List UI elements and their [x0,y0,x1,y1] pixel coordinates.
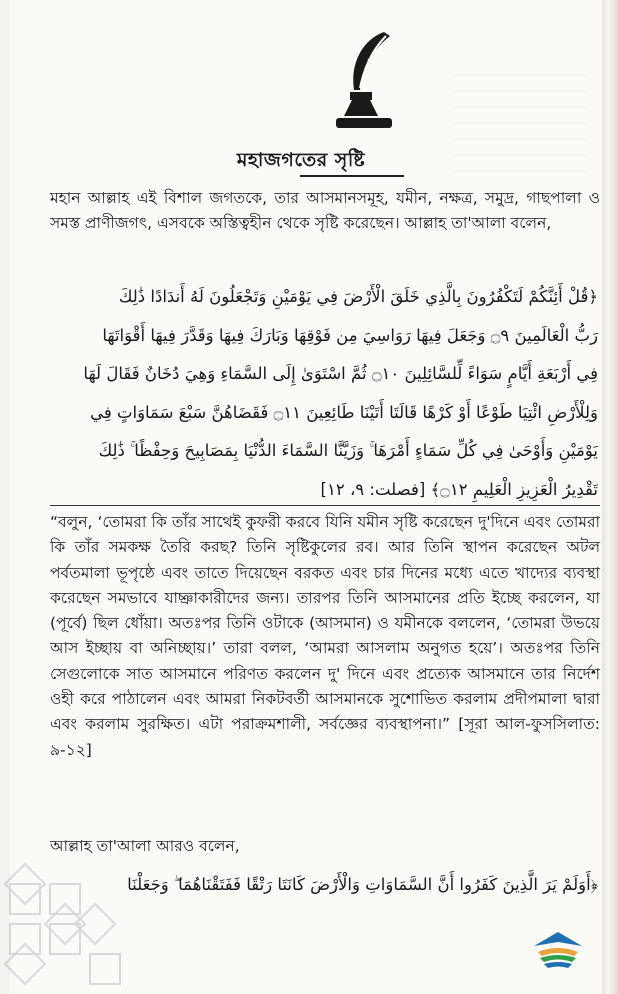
quran-line: ﴿قُلْ أَئِنَّكُمْ لَتَكْفُرُونَ بِالَّذِي خَلَقَ الْأَرْضَ فِي يَوْمَيْنِ وَتَجْعَلُونَ لَهُ أَندَادًا ذَٰلِكَ [118,287,598,306]
quran-passage-2 [46,866,598,905]
quran-line: يَوْمَيْنِ وَأَوْحَىٰ فِي كُلِّ سَمَاءٍ أَمْرَهَا ۚ وَزَيَّنَّا السَّمَاءَ الدُّنْيَا بِمَصَابِيحَ وَحِفْظًا ۚ ذَٰلِكَ [98,441,598,460]
page-title: মহাজগতের সৃষ্টি [236,149,366,171]
quran-line: فِي أَرْبَعَةِ أَيَّامٍ سَوَاءً لِّلسَّائِلِينَ ۝١٠ ثُمَّ اسْتَوَىٰ إِلَى السَّمَاءِ وَهِيَ دُخَانٌ فَقَالَ لَهَا [83,364,598,383]
publisher-logo-icon [530,928,586,976]
page-edge [602,0,618,994]
quran-passage-1 [46,278,598,509]
translation-paragraph: “বলুন, ‘তোমরা কি তাঁর সাথেই কুফরী করবে যিনি যমীন সৃষ্টি করেছেন দু'দিনে এবং তোমরা কি তাঁর সমকক্ষ তৈরি করছ? তিনি সৃষ্টিকুলের রব। আর তিনি স্থাপন করেছেন অটল পর্বতমালা ভূপৃষ্ঠে এবং তাতে দিয়েছেন বরকত এবং চার দিনের মধ্যে এতে খাদ্যের ব্যবস্থা করেছেন সমভাবে যাচ্ঞাকারীদের জন্য। তারপর তিনি আসমানের প্রতি ইচ্ছে করলেন, যা (পূর্বে) ছিল ধোঁয়া। অতঃপর তিনি ওটাকে (আসমান) ও যমীনকে বললেন, ‘তোমরা উভয়ে আস ইচ্ছায় বা অনিচ্ছায়।’ তারা বলল, ‘আমরা আসলাম অনুগত হয়ে’। অতঃপর তিনি সেগুলোকে সাত আসমানে পরিণত করলেন দু' দিনে এবং প্রত্যেক আসমানে তার নির্দেশ ওহী করে পাঠালেন এবং আমরা নিকটবর্তী আসমানকে সুশোভিত করলাম প্রদীপমালা দ্বারা এবং করলাম সুরক্ষিত। এটা পরাক্রমশালী, সর্বজ্ঞের ব্যবস্থাপনা।” [সূরা আল-ফুসসিলাত: ৯-১২] [50,513,600,759]
title-underline [300,175,404,177]
section-divider [50,505,600,506]
intro-paragraph: মহান আল্লাহ এই বিশাল জগতকে, তার আসমানসমূহ, যমীন, নক্ষত্র, সমুদ্র, গাছপালা ও সমস্ত প্রাণীজগৎ, এসবকে অস্তিত্বহীন থেকে সৃষ্টি করেছেন। আল্লাহ তা'আলা বলেন, [50,189,600,232]
quran-line: رَبُّ الْعَالَمِينَ ۝٩ وَجَعَلَ فِيهَا رَوَاسِيَ مِن فَوْقِهَا وَبَارَكَ فِيهَا وَقَدَّرَ فِيهَا أَقْوَاتَهَا [102,325,598,345]
quran-line: ﴿أَوَلَمْ يَرَ الَّذِينَ كَفَرُوا أَنَّ السَّمَاوَاتِ وَالْأَرْضَ كَانَتَا رَتْقًا فَفَتَقْنَاهُمَا ۖ وَجَعَلْنَا [127,875,598,894]
quran-line: وَلِلْأَرْضِ ائْتِيَا طَوْعًا أَوْ كَرْهًا قَالَتَا أَتَيْنَا طَائِعِينَ ۝١١ فَقَضَاهُنَّ سَبْعَ سَمَاوَاتٍ فِي [90,402,598,422]
quran-line: تَقْدِيرُ الْعَزِيزِ الْعَلِيمِ ۝١٢﴾ [فصلت: ٩، ١٢] [320,479,598,499]
quill-and-inkpot-icon [332,30,404,130]
second-intro: আল্লাহ তা'আলা আরও বলেন, [50,837,240,855]
